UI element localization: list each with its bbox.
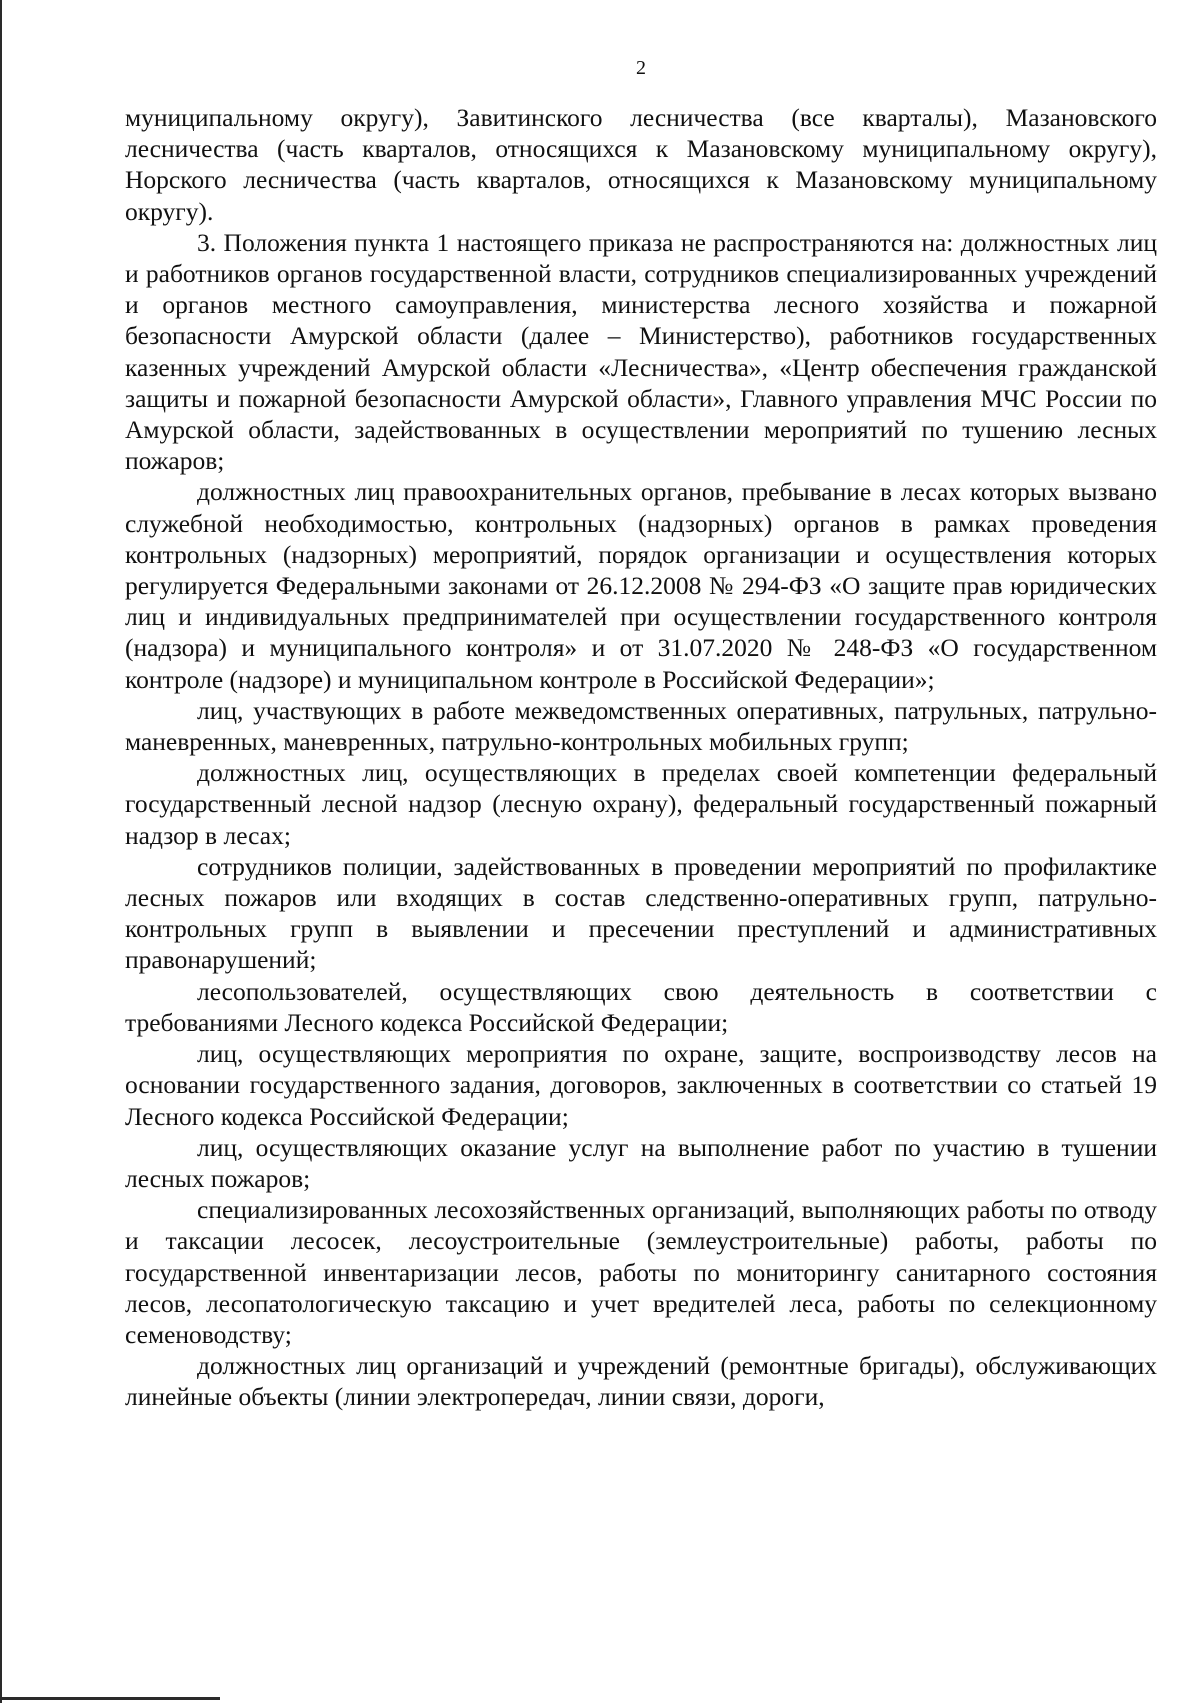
page-number: 2 xyxy=(636,57,646,79)
paragraph-forest-users: лесопользователей, осуществляющих свою деятельность в соответствии с требованиями Лесного кодекса Российской Федерации; xyxy=(125,976,1157,1037)
paragraph-forest-protection: лиц, осуществляющих мероприятия по охране, защите, воспроизводству лесов на основании государственного задания, договоров, заключенных в соответствии со статьей 19 Лесного кодекса Российской Федерации; xyxy=(125,1039,1157,1131)
paragraph-fire-services: лиц, осуществляющих оказание услуг на выполнение работ по участию в тушении лесных пожаров; xyxy=(125,1132,1157,1193)
paragraph-mobile-groups: лиц, участвующих в работе межведомственных оперативных, патрульных, патрульно-маневренных, маневренных, патрульно-контрольных мобильных групп; xyxy=(125,695,1157,757)
paragraph-police: сотрудников полиции, задействованных в проведении мероприятий по профилактике лесных пожаров или входящих в состав следственно-оперативных групп, патрульно-контрольных групп в выявлении и пресечении преступлений и административных правонарушений; xyxy=(125,851,1157,975)
paragraph-repair-crews: должностных лиц организаций и учреждений (ремонтные бригады), обслуживающих линейные объекты (линии электропередач, линии связи, дороги, xyxy=(125,1351,1157,1412)
body-text xyxy=(125,102,1157,1413)
scan-edge-bottom xyxy=(0,1697,220,1700)
paragraph-item-3: 3. Положения пункта 1 настоящего приказа не распространяются на: должностных лиц и работников органов государственной власти, сотрудников специализированных учреждений и органов местного самоуправления, министерства лесного хозяйства и пожарной безопасности Амурской области (далее – Министерство), работников государственных казенных учреждений Амурской области «Лесничества», «Центр обеспечения гражданской защиты и пожарной безопасности Амурской области», Главного управления МЧС России по Амурской области, задействованных в осуществлении мероприятий по тушению лесных пожаров; xyxy=(125,227,1157,476)
scan-edge-left xyxy=(0,0,2,1703)
paragraph-forest-supervision: должностных лиц, осуществляющих в пределах своей компетенции федеральный государственный лесной надзор (лесную охрану), федеральный государственный пожарный надзор в лесах; xyxy=(125,758,1157,850)
paragraph-forestry-organizations: специализированных лесохозяйственных организаций, выполняющих работы по отводу и таксации лесосек, лесоустроительные (землеустроительные) работы, работы по государственной инвентаризации лесов, работы по мониторингу санитарного состояния лесов, лесопатологическую таксацию и учет вредителей леса, работы по селекционному семеноводству; xyxy=(125,1195,1157,1349)
paragraph-law-enforcement: должностных лиц правоохранительных органов, пребывание в лесах которых вызвано служебной необходимостью, контрольных (надзорных) органов в рамках проведения контрольных (надзорных) мероприятий, порядок организации и осуществления которых регулируется Федеральными законами от 26.12.2008 № 294-ФЗ «О защите прав юридических лиц и индивидуальных предпринимателей при осуществлении государственного контроля (надзора) и муниципального контроля» и от 31.07.2020 № 248-ФЗ «О государственном контроле (надзоре) и муниципальном контроле в Российской Федерации»; xyxy=(125,477,1157,694)
paragraph-continuation: муниципальному округу), Завитинского лесничества (все кварталы), Мазановского лесничества (часть кварталов, относящихся к Мазановскому муниципальному округу), Норского лесничества (часть кварталов, относящихся к Мазановскому муниципальному округу). xyxy=(125,103,1157,226)
